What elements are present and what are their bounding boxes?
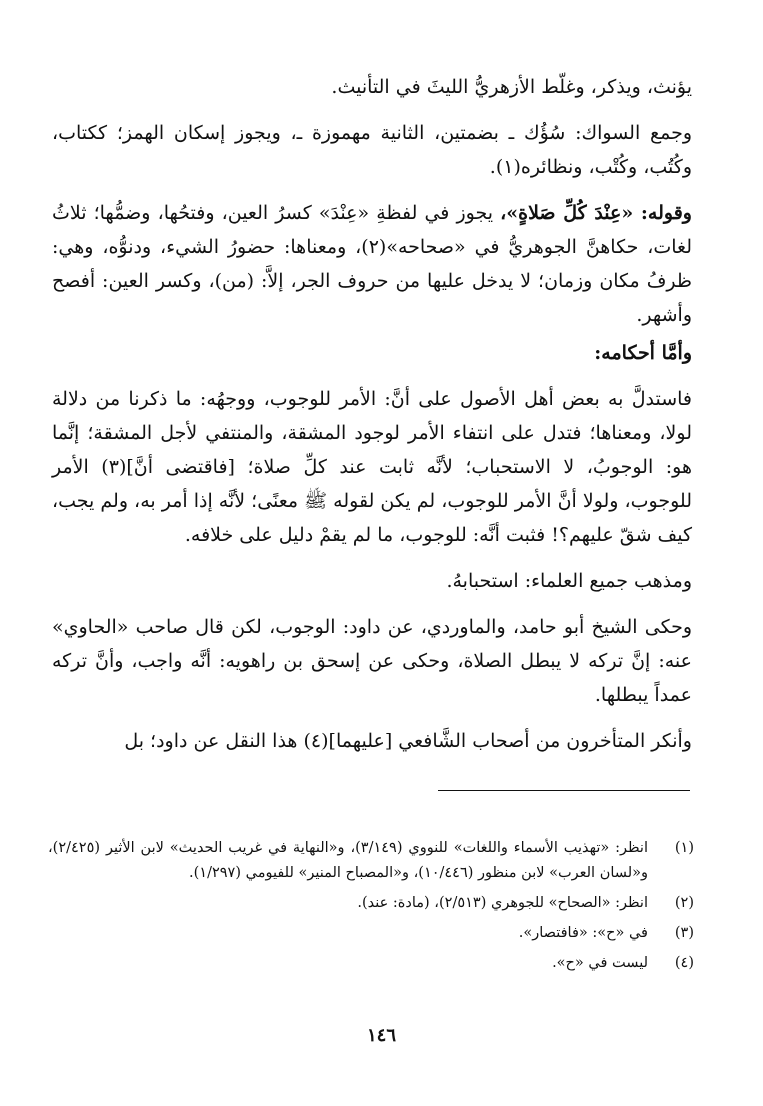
paragraph-4: فاستدلَّ به بعض أهل الأصول على أنَّ: الأمر للوجوب، ووجهُه: ما ذكرنا من دلالة لولا، ومعناها؛ فتدل على انتفاء الأمر لوجود المشقة، والمنتفي لأجل المشقة؛ إنَّما هو: الوجوبُ، لا الاستحباب؛ لأنَّه ثابت عند كلِّ صلاة؛ [فاقتضى أنَّ](٣) الأمر للوجوب، ولولا أنَّ الأمر للوجوب، لم يكن لقوله ﷺ معنًى؛ لأنَّه إذا أمر به، ولم يجب، كيف شقّ عليهم؟! فثبت أنَّه: للوجوب، ما لم يقمْ دليل على خلافه. [52, 388, 692, 546]
footnote [48, 891, 694, 916]
section-heading: وأمَّا أحكامه: [594, 342, 692, 364]
footnote-text: ليست في «ح». [552, 955, 648, 971]
paragraph-3-text: يجوز في لفظةِ «عِنْدَ» كسرُ العين، وفتحُها، وضمُّها؛ ثلاثُ لغات، حكاهنَّ الجوهريُّ في «صحاحه»(٢)، ومعناها: حضورُ الشيء، ودنوُّه، وهي: ظرفُ مكان وزمان؛ لا يدخل عليها من حروف الجر، إلاَّ: (من)، وكسر العين: أفصح وأشهر. [52, 202, 692, 326]
footnote-number: (١) [674, 840, 694, 856]
paragraph-7: وأنكر المتأخرون من أصحاب الشَّافعي [عليهما](٤) هذا النقل عن داود؛ بل [124, 730, 692, 752]
footnote-text: انظر: «الصحاح» للجوهري (٢/٥١٣)، (مادة: عند). [357, 895, 648, 911]
footnote-text: انظر: «تهذيب الأسماء واللغات» للنووي (٣/١٤٩)، و«النهاية في غريب الحديث» لابن الأثير (٢/٤٢٥)، و«لسان العرب» لابن منظور (١٠/٤٤٦)، و«المصباح المنير» للفيومي (١/٢٩٧). [48, 840, 648, 881]
paragraph-2: وجمع السواك: سُؤُك ـ بضمتين، الثانية مهموزة ـ، ويجوز إسكان الهمز؛ ككتاب، وكُتُب، وكُتْب، ونظائره(١). [52, 122, 692, 178]
footnote-separator [438, 790, 690, 791]
footnotes [48, 836, 694, 981]
paragraph-1: يؤنث، ويذكر، وغلّط الأزهريُّ الليثَ في التأنيث. [331, 76, 692, 98]
footnote [48, 921, 694, 946]
footnote-number: (٢) [674, 895, 694, 911]
paragraph-6: وحكى الشيخ أبو حامد، والماوردي، عن داود: الوجوب، لكن قال صاحب «الحاوي» عنه: إنَّ تركه لا يبطل الصلاة، وحكى عن إسحق بن راهويه: أنَّه واجب، وأنَّ تركه عمداً يبطلها. [52, 616, 692, 706]
footnote [48, 951, 694, 976]
paragraph-5: ومذهب جميع العلماء: استحبابهُ. [446, 570, 692, 592]
footnote [48, 836, 694, 886]
footnote-number: (٣) [674, 925, 694, 941]
paragraph-3 [52, 196, 692, 332]
footnote-number: (٤) [674, 955, 694, 971]
page-number: ١٤٦ [366, 1025, 396, 1046]
footnote-text: في «ح»: «فافتصار». [518, 925, 648, 941]
main-text [52, 70, 692, 758]
quoted-hadith-phrase: وقوله: «عِنْدَ كُلِّ صَلاةٍ»، [500, 202, 692, 224]
